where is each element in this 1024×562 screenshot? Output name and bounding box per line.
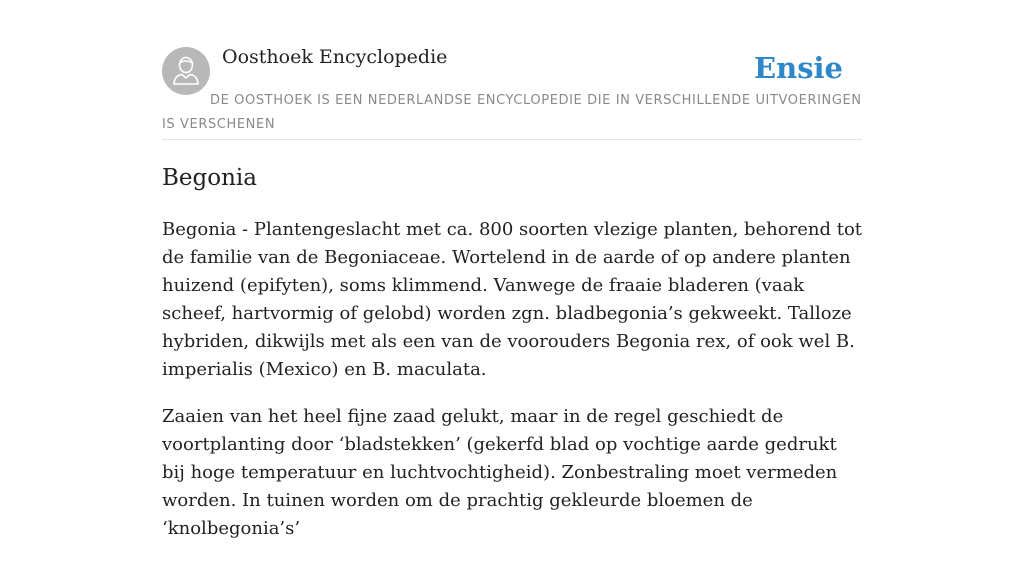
user-icon[interactable]: [162, 47, 210, 95]
brand-logo[interactable]: Ensie: [754, 51, 843, 85]
article-title: Begonia: [162, 165, 257, 191]
site-title[interactable]: Oosthoek Encyclopedie: [222, 46, 448, 68]
article-paragraph: Begonia - Plantengeslacht met ca. 800 soorten vlezige planten, behorend tot de familie van de Begoniaceae. Wortelend in de aarde of op andere planten huizend (epifyten), soms klimmend. Vanwege de fraaie bladeren (vaak scheef, hartvormig of gelobd) worden zgn. bladbegonia’s gekweekt. Talloze hybriden, dikwijls met als een van de voorouders Begonia rex, of ook wel B. imperialis (Mexico) en B. maculata.: [162, 219, 863, 380]
site-header: [162, 46, 862, 140]
article: [162, 160, 862, 562]
site-tagline: DE OOSTHOEK IS EEN NEDERLANDSE ENCYCLOPEDIE DIE IN VERSCHILLENDE UITVOERINGEN IS VERSCHENEN: [162, 93, 862, 132]
article-paragraph: Zaaien van het heel fijne zaad gelukt, maar in de regel geschiedt de voortplanting door ‘bladstekken’ (gekerfd blad op vochtige aarde gedrukt bij hoge temperatuur en luchtvochtigheid). Zonbestraling moet vermeden worden. In tuinen worden om de prachtig gekleurde bloemen de ‘knolbegonia’s’: [162, 406, 838, 539]
